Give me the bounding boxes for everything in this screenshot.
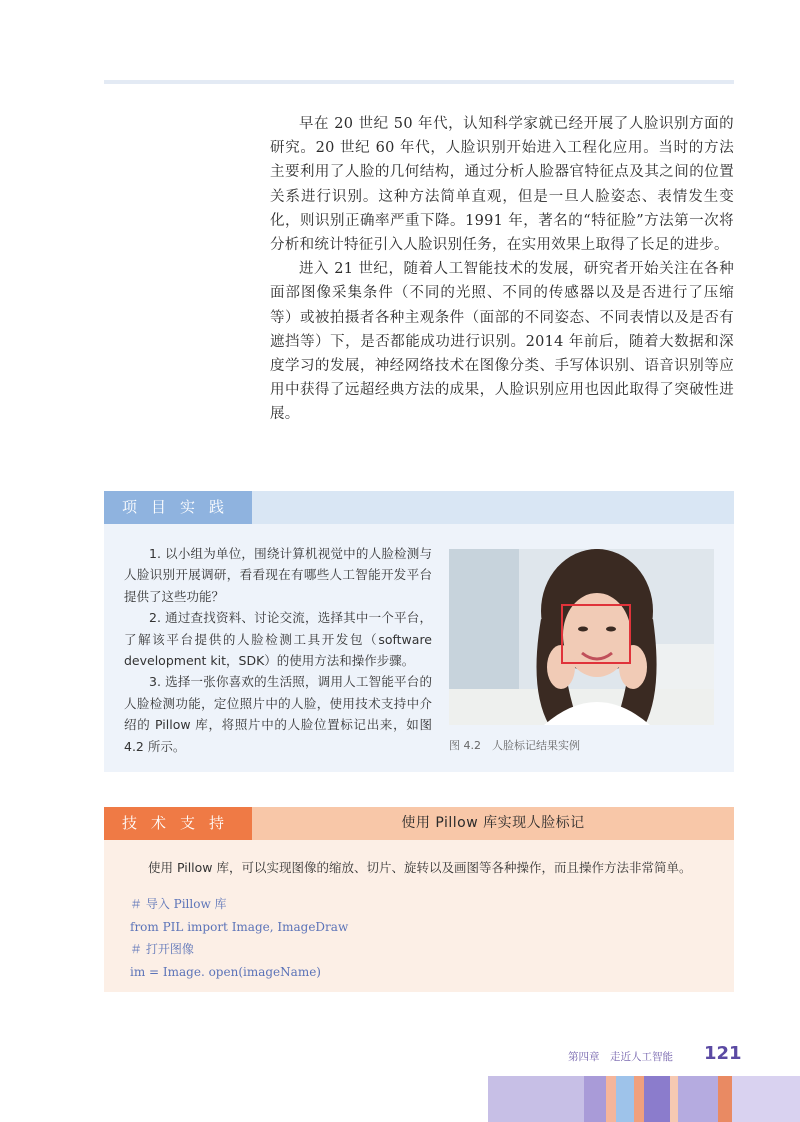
main-text [270, 112, 734, 427]
task-item: 1. 以小组为单位，围绕计算机视觉中的人脸检测与人脸识别开展调研，看看现在有哪些人工智能开发平台提供了这些功能？ [124, 546, 432, 604]
top-rule [104, 80, 734, 84]
code-line: im = Image. open(imageName) [130, 964, 321, 979]
task-item: 2. 通过查找资料、讨论交流，选择其中一个平台，了解该平台提供的人脸检测工具开发包（software development kit，SDK）的使用方法和操作步骤。 [124, 610, 432, 669]
tech-support-box [104, 807, 734, 992]
paragraph: 进入 21 世纪，随着人工智能技术的发展，研究者开始关注在各种面部图像采集条件（不同的光照、不同的传感器以及是否进行了压缩等）或被拍摄者各种主观条件（面部的不同姿态、不同表情以及是否有遮挡等）下，是否都能成功进行识别。2014 年前后，随着大数据和深度学习的发展，神经网络技术在图像分类、手写体识别、语音识别等应用中获得了远超经典方法的成果，人脸识别应用也因此取得了突破性进展。 [270, 261, 734, 423]
page-number: 121 [704, 1043, 742, 1064]
code-block [130, 893, 690, 983]
decorative-stripes [488, 1076, 800, 1122]
face-photo-illustration [449, 549, 714, 725]
tech-support-description: 使用 Pillow 库，可以实现图像的缩放、切片、旋转以及画图等各种操作，而且操作方法非常简单。 [148, 860, 692, 875]
code-line: from PIL import Image, ImageDraw [130, 919, 349, 934]
task-item: 3. 选择一张你喜欢的生活照，调用人工智能平台的人脸检测功能，定位照片中的人脸，使用技术支持中介绍的 Pillow 库，将照片中的人脸位置标记出来，如图 4.2 所示。 [124, 674, 432, 754]
project-practice-header: 项目实践 [104, 491, 252, 524]
figure-caption: 图 4.2 人脸标记结果实例 [449, 739, 580, 752]
project-header-strip [252, 491, 734, 524]
face-photo [449, 549, 714, 725]
chapter-label: 第四章 走近人工智能 [568, 1051, 673, 1063]
tech-support-header: 技术支持 [104, 807, 252, 840]
code-line: ＃ 打开图像 [130, 942, 194, 956]
project-practice-box [104, 491, 734, 772]
tech-support-title: 使用 Pillow 库实现人脸标记 [252, 807, 734, 840]
code-line: ＃ 导入 Pillow 库 [130, 897, 227, 911]
project-task-list [124, 543, 432, 757]
paragraph: 早在 20 世纪 50 年代，认知科学家就已经开展了人脸识别方面的研究。20 世纪 60 年代，人脸识别开始进入工程化应用。当时的方法主要利用了人脸的几何结构，通过分析人脸器官特征点及其之间的位置关系进行识别。这种方法简单直观，但是一旦人脸姿态、表情发生变化，则识别正确率严重下降。1991 年，著名的“特征脸”方法第一次将分析和统计特征引入人脸识别任务，在实用效果上取得了长足的进步。 [270, 116, 734, 254]
